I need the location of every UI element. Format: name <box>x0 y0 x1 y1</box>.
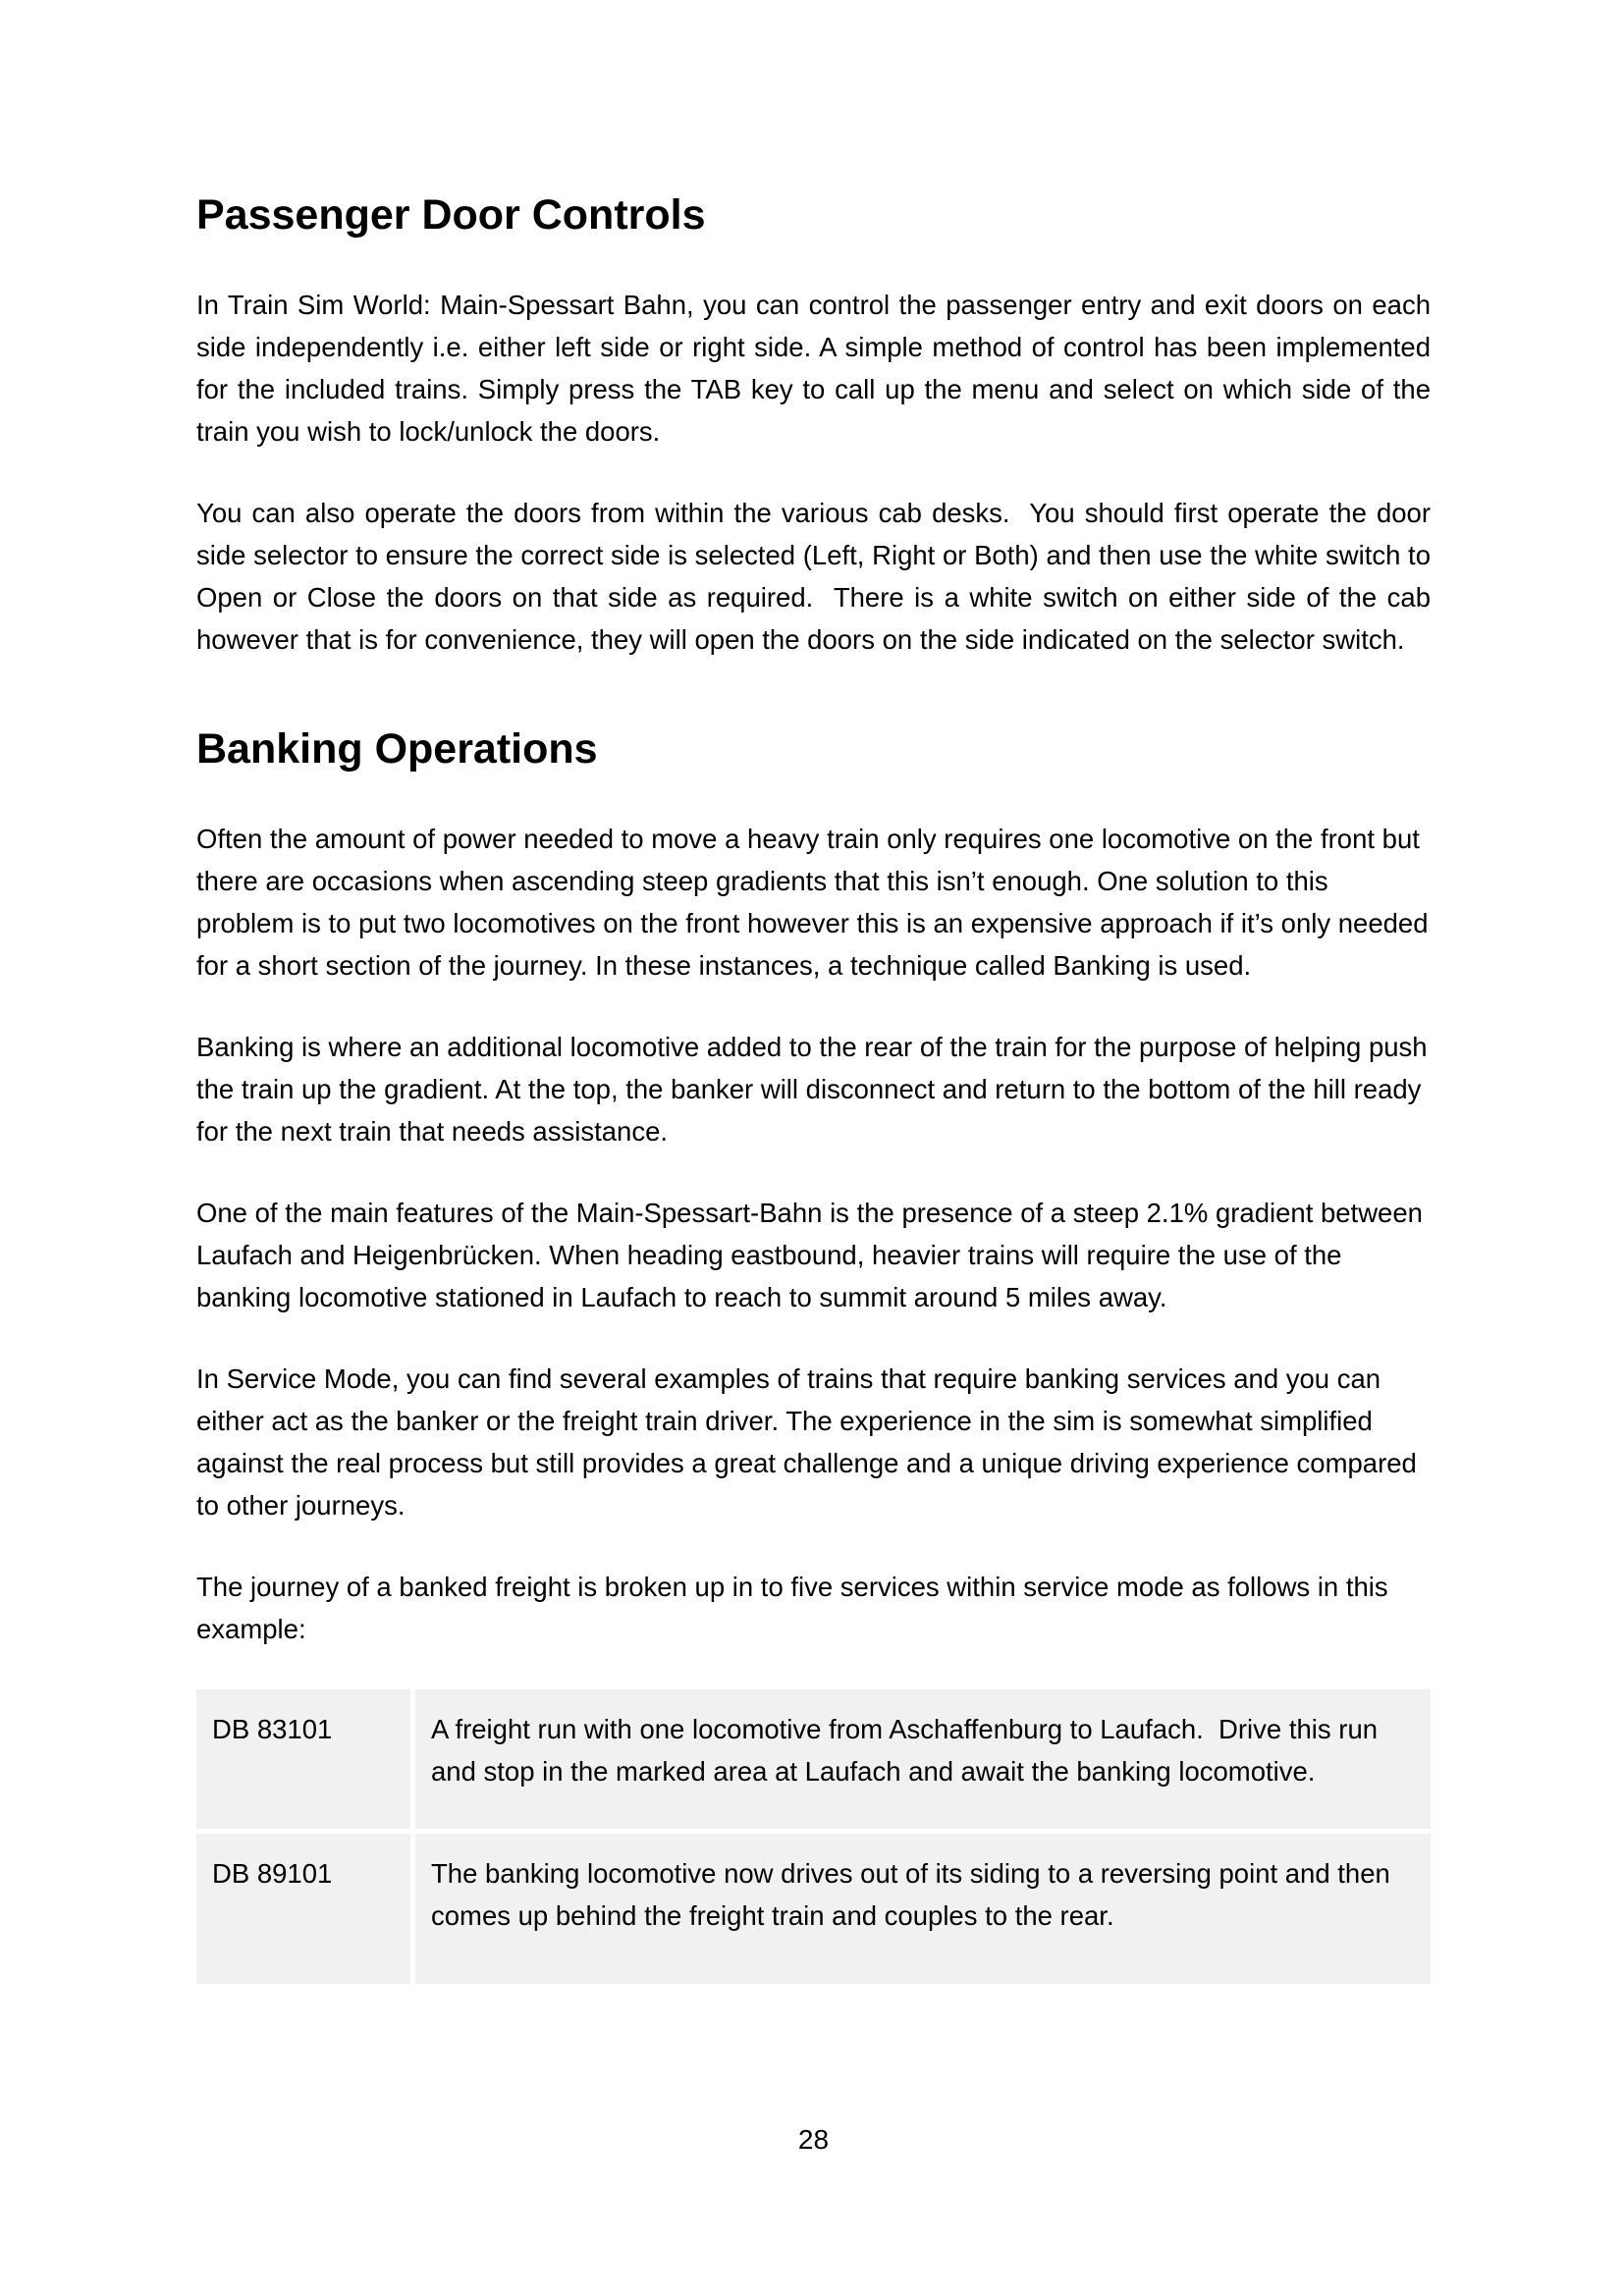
page-number: 28 <box>797 2124 830 2155</box>
table-row <box>196 1834 1431 1984</box>
body-paragraph: Banking is where an additional locomotive added to the rear of the train for the purpose of helping push the train up the gradient. At the top, the banker will disconnect and return to the bottom of the hill ready for the next train that needs assistance. <box>196 1032 1435 1147</box>
table-row <box>196 1689 1431 1834</box>
section-heading-banking-operations: Banking Operations <box>196 725 598 773</box>
service-description-cell: The banking locomotive now drives out of its siding to a reversing point and then comes up behind the freight train and couples to the rear. <box>415 1834 1431 1984</box>
section-heading-passenger-door-controls: Passenger Door Controls <box>196 191 706 239</box>
body-paragraph: Often the amount of power needed to move a heavy train only requires one locomotive on the front but there are occasions when ascending steep gradients that this isn’t enough. One solution to this problem is to put two locomotives on the front however this is an expensive approach if it’s only needed for a short section of the journey. In these instances, a technique called Banking is used. <box>196 824 1436 981</box>
body-paragraph: In Service Mode, you can find several examples of trains that require banking services and you can either act as the banker or the freight train driver. The experience in the sim is somewhat simplified against the real process but still provides a great challenge and a unique driving experience compared to other journeys. <box>196 1363 1425 1521</box>
service-id-cell: DB 83101 <box>196 1689 415 1834</box>
service-table <box>196 1689 1431 1984</box>
service-id-cell: DB 89101 <box>196 1834 415 1984</box>
service-description-cell: A freight run with one locomotive from Aschaffenburg to Laufach. Drive this run and stop in the marked area at Laufach and await the banking locomotive. <box>415 1689 1431 1834</box>
body-paragraph: The journey of a banked freight is broken up in to five services within service mode as follows in this example: <box>196 1572 1396 1644</box>
body-paragraph: You can also operate the doors from within the various cab desks. You should first operate the door side selector to ensure the correct side is selected (Left, Right or Both) and then use the white switch to Open or Close the doors on that side as required. There is a white switch on either side of the cab however that is for convenience, they will open the doors on the side indicated on the selector switch. <box>196 498 1438 655</box>
body-paragraph: One of the main features of the Main-Spessart-Bahn is the presence of a steep 2.1% gradient between Laufach and Heigenbrücken. When heading eastbound, heavier trains will require the use of the banking locomotive stationed in Laufach to reach to summit around 5 miles away. <box>196 1198 1431 1312</box>
body-paragraph: In Train Sim World: Main-Spessart Bahn, you can control the passenger entry and exit doors on each side independently i.e. either left side or right side. A simple method of control has been implemented for the included trains. Simply press the TAB key to call up the menu and select on which side of the train you wish to lock/unlock the doors. <box>196 290 1438 447</box>
